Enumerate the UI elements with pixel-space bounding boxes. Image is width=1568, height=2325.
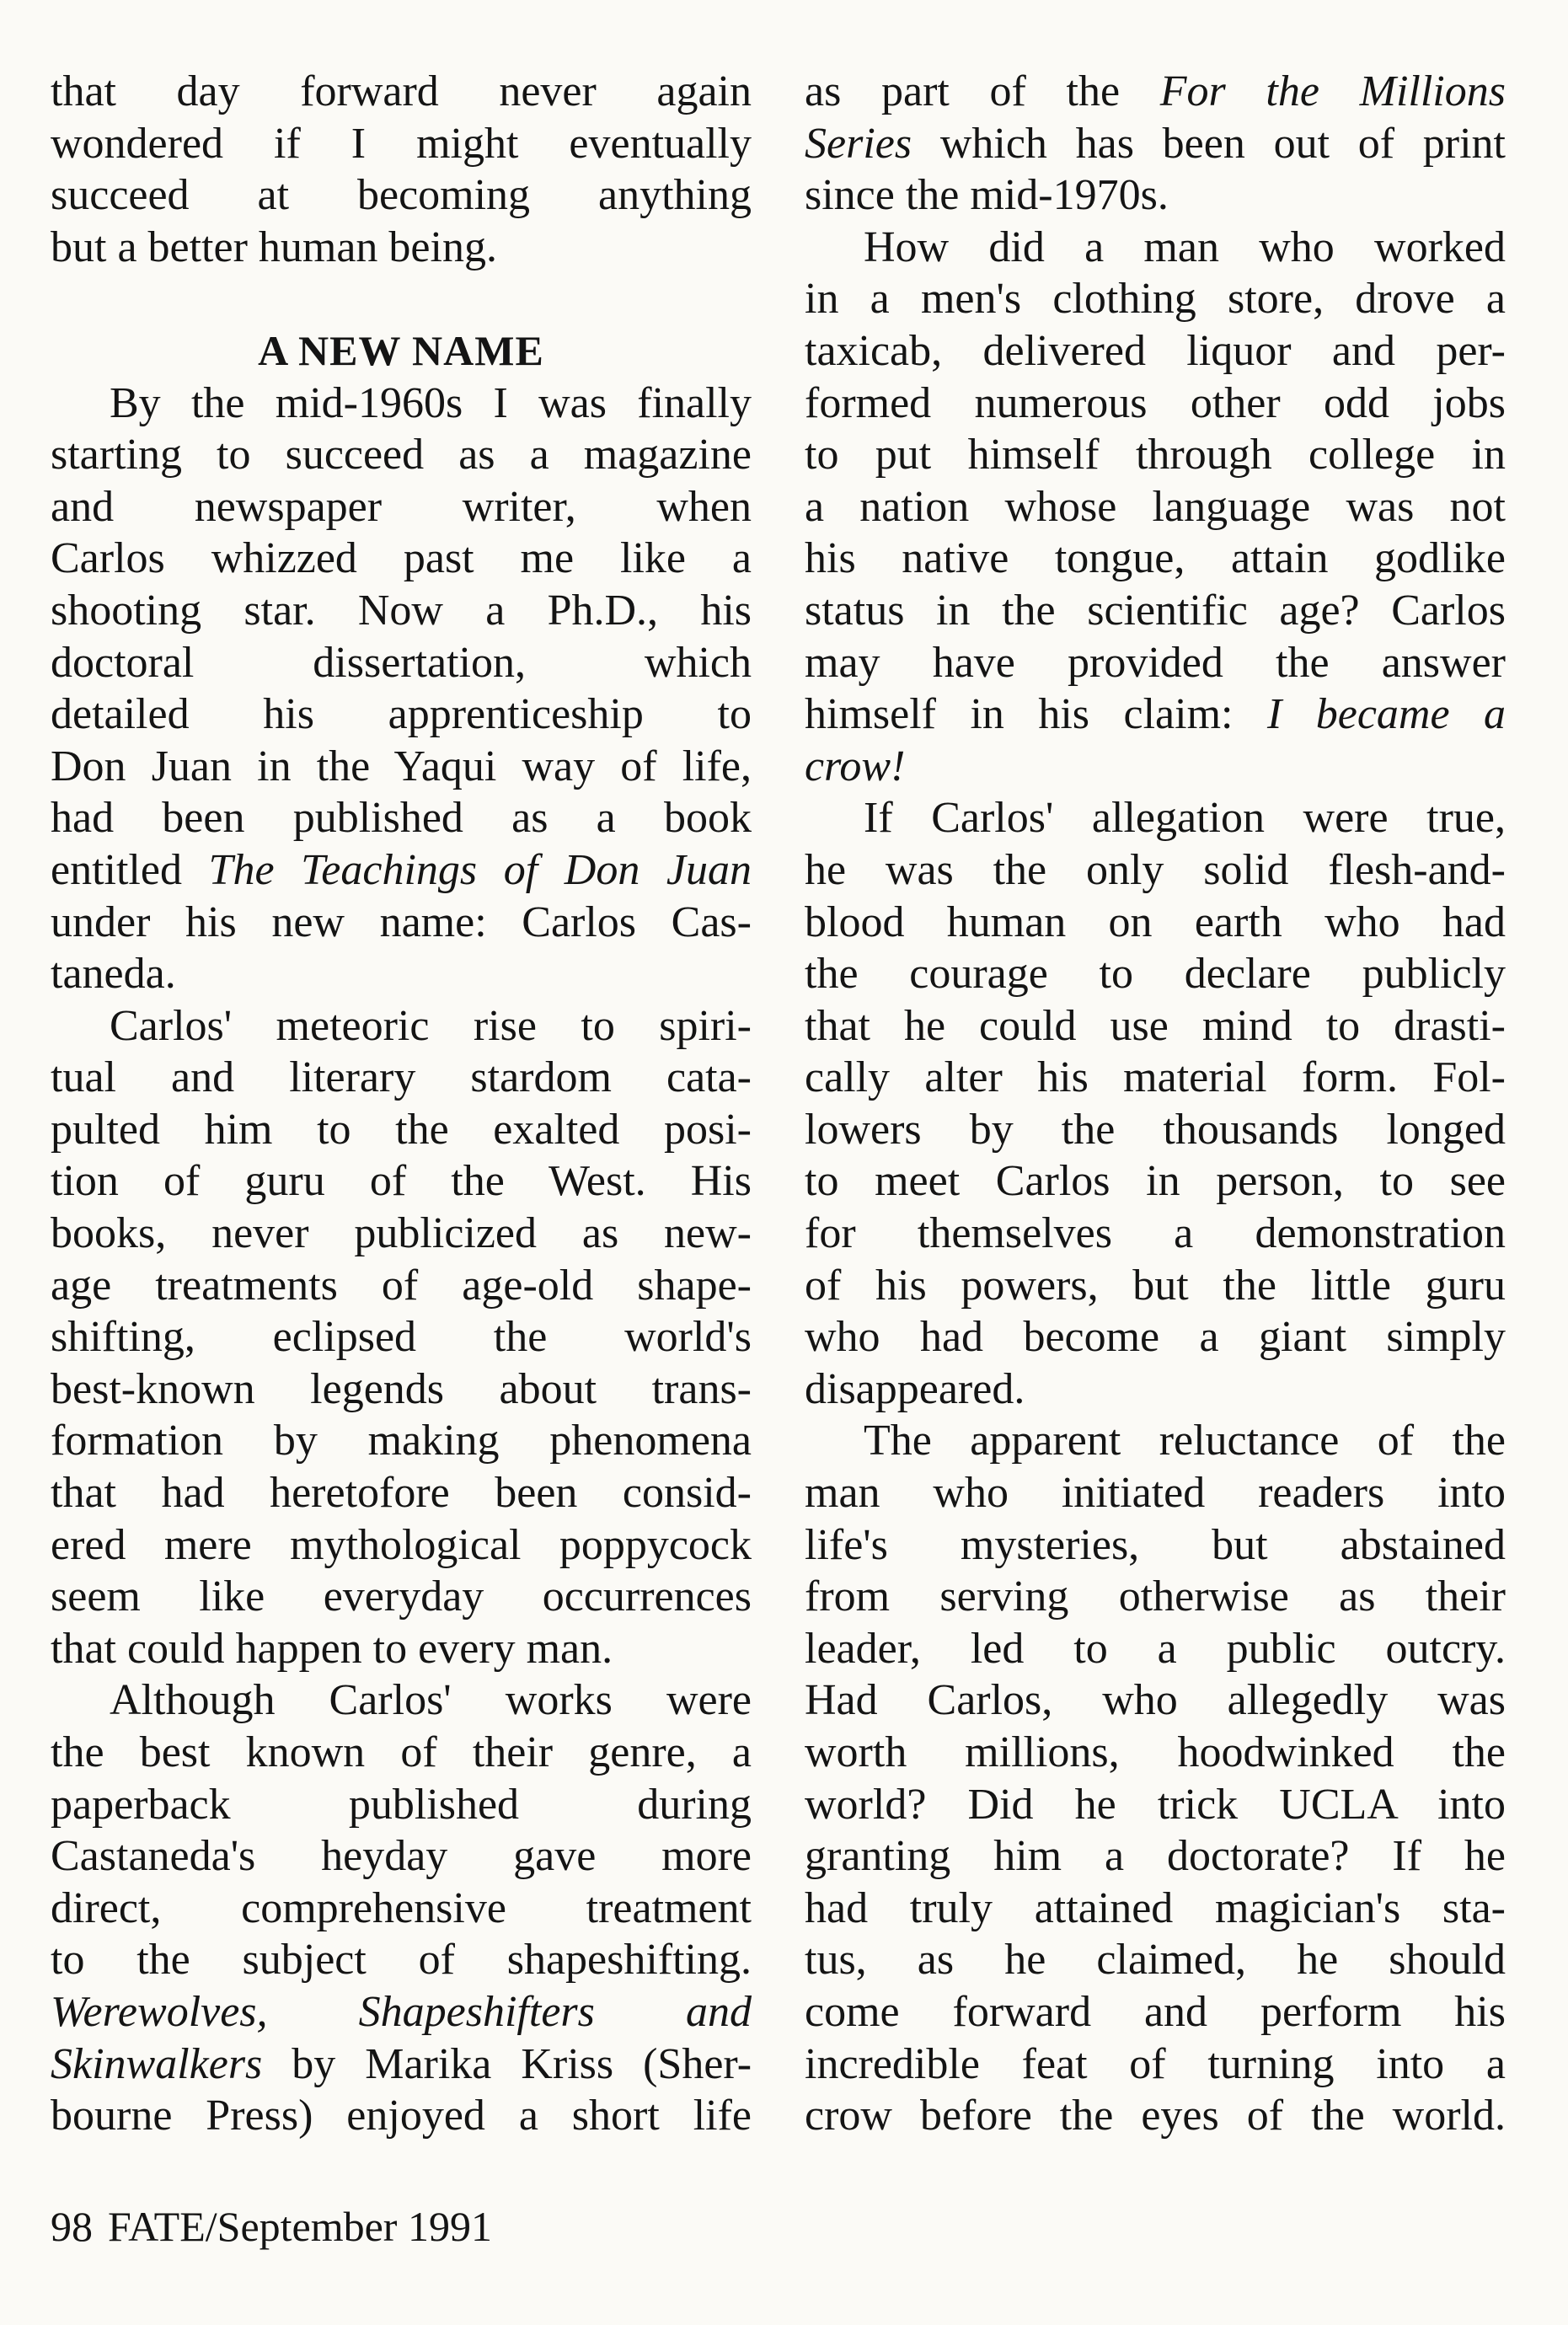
- text-line: from serving otherwise as their: [805, 1572, 1506, 1621]
- publication-dateline: FATE/September 1991: [108, 2203, 492, 2250]
- text-line: worth millions, hoodwinked the: [805, 1728, 1506, 1776]
- text-line: to meet Carlos in person, to see: [805, 1157, 1506, 1206]
- text-line: paperback published during: [51, 1780, 752, 1829]
- text-line: a nation whose language was not: [805, 482, 1506, 531]
- text-line: in a men's clothing store, drove a: [805, 275, 1506, 324]
- text-line: come forward and perform his: [805, 1987, 1506, 2036]
- series-title: Series: [805, 119, 912, 168]
- text-line: he was the only solid flesh-and-: [805, 845, 1506, 894]
- text-line: [805, 118, 1506, 170]
- text-line: incredible feat of turning into a: [805, 2039, 1506, 2088]
- text-fragment: by Marika Kriss (Sher-: [292, 2039, 752, 2088]
- text-line: pulted him to the exalted posi-: [51, 1105, 752, 1154]
- text-line: detailed his apprenticeship to: [51, 690, 752, 739]
- text-line: starting to succeed as a magazine: [51, 431, 752, 479]
- text-line: may have provided the answer: [805, 638, 1506, 687]
- section-spacer: [51, 273, 752, 325]
- text-line: age treatments of age-old shape-: [51, 1261, 752, 1310]
- text-line: leader, led to a public outcry.: [805, 1624, 1506, 1673]
- text-line: to the subject of shapeshifting.: [51, 1936, 752, 1985]
- text-line: tion of guru of the West. His: [51, 1157, 752, 1206]
- text-line: books, never publicized as new-: [51, 1209, 752, 1258]
- text-line: tus, as he claimed, he should: [805, 1936, 1506, 1985]
- text-line: for themselves a demonstration: [805, 1209, 1506, 1258]
- text-line: wondered if I might eventually: [51, 119, 752, 168]
- text-line: lowers by the thousands longed: [805, 1105, 1506, 1154]
- paragraph: [51, 378, 752, 1000]
- paragraph: [805, 222, 1506, 793]
- text-line: that had heretofore been consid-: [51, 1469, 752, 1518]
- book-title: Skinwalkers: [51, 2039, 263, 2088]
- book-title: Werewolves, Shapeshifters and: [51, 1987, 752, 2036]
- text-line: shifting, eclipsed the world's: [51, 1313, 752, 1362]
- text-line: under his new name: Carlos Cas-: [51, 897, 752, 946]
- text-line: formation by making phenomena: [51, 1417, 752, 1465]
- right-column: [805, 66, 1506, 2142]
- text-line: By the mid-1960s I was finally: [110, 378, 752, 427]
- text-line: blood human on earth who had: [805, 897, 1506, 946]
- paragraph: [805, 66, 1506, 222]
- text-line: direct, comprehensive treatment: [51, 1883, 752, 1932]
- text-line: formed numerous other odd jobs: [805, 378, 1506, 427]
- text-line: [51, 1986, 752, 2038]
- text-line: who had become a giant simply: [805, 1313, 1506, 1362]
- text-line: had truly attained magician's sta-: [805, 1883, 1506, 1932]
- text-line: Don Juan in the Yaqui way of life,: [51, 742, 752, 790]
- text-line: Although Carlos' works were: [110, 1676, 752, 1725]
- text-line: crow before the eyes of the world.: [805, 2092, 1506, 2140]
- text-line: that could happen to every man.: [51, 1624, 613, 1673]
- paragraph: [51, 1000, 752, 1675]
- text-line: [805, 688, 1506, 741]
- text-line: shooting star. Now a Ph.D., his: [51, 586, 752, 635]
- text-line: Had Carlos, who allegedly was: [805, 1676, 1506, 1725]
- text-line: and newspaper writer, when: [51, 482, 752, 531]
- text-line: Carlos' meteoric rise to spiri-: [110, 1001, 752, 1050]
- text-line: [805, 66, 1506, 118]
- text-line: How did a man who worked: [864, 222, 1506, 271]
- page-number: 98: [51, 2203, 93, 2250]
- text-line: man who initiated readers into: [805, 1469, 1506, 1518]
- text-line: status in the scientific age? Carlos: [805, 586, 1506, 635]
- text-line: seem like everyday occurrences: [51, 1572, 752, 1621]
- text-line: The apparent reluctance of the: [864, 1417, 1506, 1465]
- text-line: doctoral dissertation, which: [51, 638, 752, 687]
- text-line: ered mere mythological poppycock: [51, 1520, 752, 1569]
- text-line: bourne Press) enjoyed a short life: [51, 2092, 752, 2140]
- page-footer: [51, 2201, 492, 2252]
- text-line: taneda.: [51, 950, 176, 999]
- text-fragment: as part of the: [805, 67, 1121, 115]
- text-line: best-known legends about trans-: [51, 1364, 752, 1413]
- text-line: that day forward never again: [51, 67, 752, 115]
- text-line: succeed at becoming anything: [51, 171, 752, 220]
- text-line: had been published as a book: [51, 794, 752, 843]
- text-line: [805, 741, 1506, 793]
- left-column: [51, 66, 752, 2142]
- quote: I became a: [1266, 690, 1506, 739]
- text-line: life's mysteries, but abstained: [805, 1520, 1506, 1569]
- text-line: cally alter his material form. Fol-: [805, 1053, 1506, 1102]
- paragraph: [51, 66, 752, 273]
- series-title: For the Millions: [1159, 67, 1506, 115]
- quote: crow!: [805, 742, 906, 790]
- text-line: his native tongue, attain godlike: [805, 534, 1506, 583]
- text-line: of his powers, but the little guru: [805, 1261, 1506, 1310]
- paragraph: [805, 792, 1506, 1415]
- section-heading: A NEW NAME: [258, 326, 544, 374]
- text-line: to put himself through college in: [805, 431, 1506, 479]
- text-line: disappeared.: [805, 1364, 1025, 1413]
- text-fragment: entitled: [51, 845, 182, 894]
- text-line: [51, 844, 752, 897]
- text-line: but a better human being.: [51, 222, 497, 271]
- text-line: that he could use mind to drasti-: [805, 1001, 1506, 1050]
- text-line: since the mid-1970s.: [805, 171, 1169, 220]
- paragraph: [51, 1674, 752, 2141]
- paragraph: [805, 1415, 1506, 2141]
- text-fragment: which has been out of print: [939, 119, 1506, 168]
- book-title: The Teachings of Don Juan: [208, 845, 752, 894]
- text-line: world? Did he trick UCLA into: [805, 1780, 1506, 1829]
- text-line: Carlos whizzed past me like a: [51, 534, 752, 583]
- text-line: tual and literary stardom cata-: [51, 1053, 752, 1102]
- text-line: Castaneda's heyday gave more: [51, 1832, 752, 1881]
- text-line: taxicab, delivered liquor and per-: [805, 326, 1506, 375]
- text-line: [51, 2038, 752, 2091]
- text-line: If Carlos' allegation were true,: [864, 794, 1506, 843]
- text-line: granting him a doctorate? If he: [805, 1832, 1506, 1881]
- text-line: the best known of their genre, a: [51, 1728, 752, 1776]
- text-fragment: himself in his claim:: [805, 690, 1234, 739]
- text-line: the courage to declare publicly: [805, 950, 1506, 999]
